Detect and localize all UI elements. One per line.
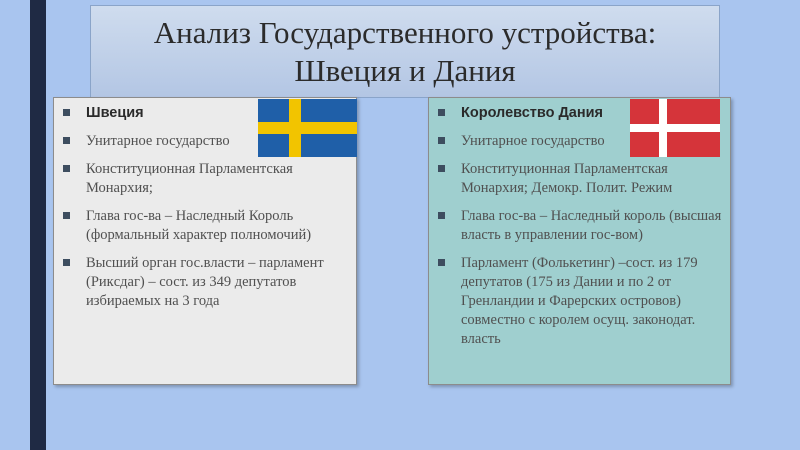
bullet-icon	[63, 165, 70, 172]
sweden-item-text: Высший орган гос.власти – парламент (Рикcдаг) – сост. из 349 депутатов избираемых на 3 года	[86, 255, 324, 309]
left-accent-bar	[30, 0, 46, 450]
denmark-item-text: Унитарное государство	[461, 133, 605, 149]
denmark-heading: Королевство Дания	[461, 105, 603, 121]
bullet-icon	[63, 212, 70, 219]
title-line-2: Швеция и Дания	[294, 52, 516, 88]
denmark-item-text: Конституционная Парламентская Монархия; Демокр. Полит. Режим	[461, 161, 673, 196]
slide-title	[90, 5, 720, 98]
sweden-item-text: Унитарное государство	[86, 133, 230, 149]
sweden-flag-icon	[258, 99, 357, 157]
list-item	[59, 207, 351, 245]
list-item	[59, 160, 351, 198]
denmark-flag-cross-horizontal	[630, 124, 720, 132]
bullet-icon	[438, 165, 445, 172]
bullet-icon	[63, 137, 70, 144]
title-line-1: Анализ Государственного устройства:	[153, 14, 657, 50]
denmark-flag-icon	[630, 99, 720, 157]
bullet-icon	[438, 137, 445, 144]
list-item	[434, 160, 723, 198]
denmark-item-text: Парламент (Фолькетинг) –сост. из 179 депутатов (175 из Дании и по 2 от Гренландии и Фарерских островов) совместно с королем осущ. законодат. власть	[461, 255, 698, 347]
sweden-item-text: Глава гос-ва – Наследный Король (формальный характер полномочий)	[86, 208, 312, 243]
list-item	[59, 254, 351, 311]
sweden-heading: Швеция	[86, 105, 144, 121]
denmark-item-text: Глава гос-ва – Наследный король (высшая власть в управлении гос-вом)	[461, 208, 722, 243]
bullet-icon	[438, 259, 445, 266]
bullet-icon	[438, 109, 445, 116]
sweden-item-text: Конституционная Парламентская Монархия;	[86, 161, 293, 196]
bullet-icon	[63, 109, 70, 116]
list-item	[434, 207, 723, 245]
bullet-icon	[63, 259, 70, 266]
list-item	[434, 254, 723, 349]
bullet-icon	[438, 212, 445, 219]
sweden-flag-cross-horizontal	[258, 122, 357, 134]
